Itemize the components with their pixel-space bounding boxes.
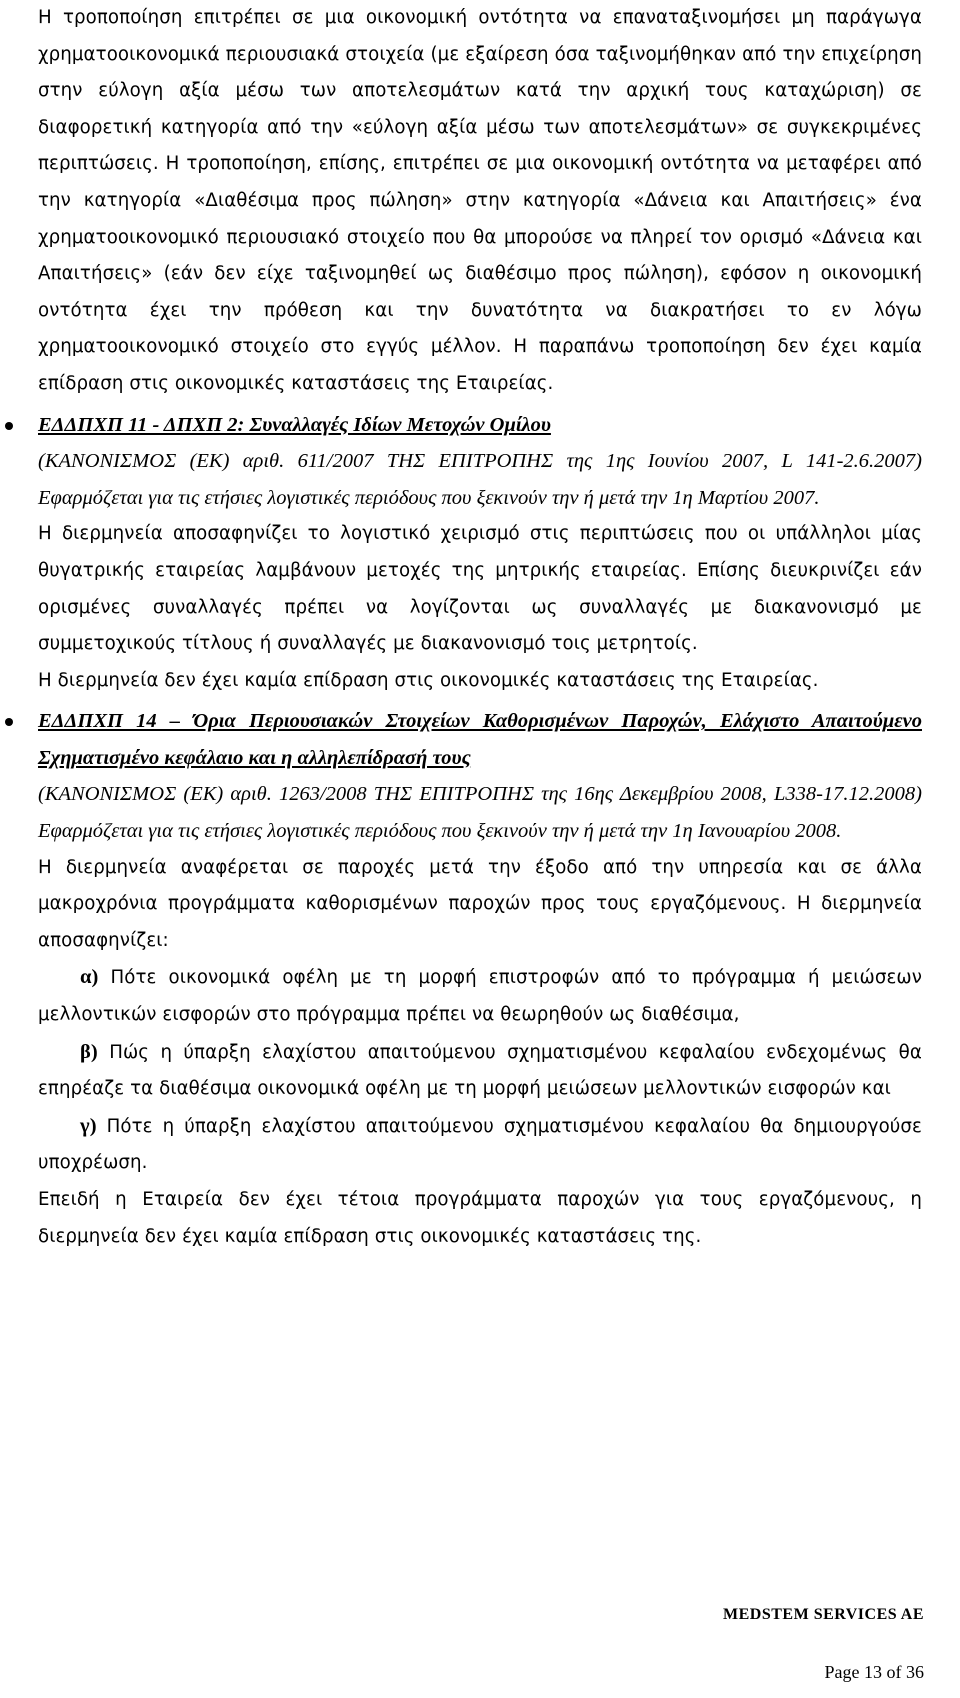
sub-item-label: α) (80, 966, 99, 989)
sub-item-text: Πότε η ύπαρξη ελαχίστου απαιτούμενου σχηματισμένου κεφαλαίου θα δημιουργούσε υποχρέωση. (38, 1115, 922, 1174)
sub-item-b (38, 1034, 922, 1108)
section-heading: ΕΔΔΠΧΠ 14 – Όρια Περιουσιακών Στοιχείων Καθορισμένων Παροχών, Ελάχιστο Απαιτούμενο Σχηματισμένο κεφάλαιο και η αλληλεπίδρασή τους (38, 710, 922, 769)
footer-company: MEDSTEM SERVICES AE (723, 1606, 924, 1623)
regulation-reference: (ΚΑΝΟΝΙΣΜΟΣ (ΕΚ) αριθ. 1263/2008 ΤΗΣ ΕΠΙΤΡΟΠΗΣ της 16ης Δεκεμβρίου 2008, L338-17.12.2008) Εφαρμόζεται για τις ετήσιες λογιστικές περιόδους που ξεκινούν την ή μετά την 1η Ιανουαρίου 2008. (38, 783, 922, 843)
sub-item-label: γ) (80, 1114, 97, 1137)
sub-item-label: β) (80, 1040, 98, 1063)
bullet-icon (5, 422, 13, 430)
body-paragraph: Η διερμηνεία αποσαφηνίζει το λογιστικό χειρισμό στις περιπτώσεις που οι υπάλληλοι μίας θυγατρικής εταιρείας λαμβάνουν μετοχές της μητρικής εταιρείας. Επίσης διευκρινίζει εάν ορισμένες συναλλαγές πρέπει να λογίζονται ως συναλλαγές με διακανονισμό με συμμετοχικούς τίτλους ή συναλλαγές με διακανονισμό τοις μετρητοίς. (38, 523, 922, 655)
bullet-icon (5, 718, 13, 726)
body-paragraph: Η διερμηνεία δεν έχει καμία επίδραση στις οικονομικές καταστάσεις της Εταιρείας. (38, 669, 819, 691)
list-item (38, 703, 922, 849)
document-page (38, 0, 922, 1255)
list-item (38, 407, 922, 517)
sub-item-a (38, 959, 922, 1033)
sub-item-c (38, 1108, 922, 1182)
body-paragraph: Η διερμηνεία αναφέρεται σε παροχές μετά την έξοδο από την υπηρεσία και σε άλλα μακροχρόνια προγράμματα καθορισμένων παροχών προς τους εργαζόμενους. Η διερμηνεία αποσαφηνίζει: (38, 856, 922, 951)
body-paragraph: Η τροποποίηση επιτρέπει σε μια οικονομική οντότητα να επαναταξινομήσει μη παράγωγα χρηματοοικονομικά περιουσιακά στοιχεία (με εξαίρεση όσα ταξινομήθηκαν από την επιχείρηση στην εύλογη αξία μέσω των αποτελεσμάτων κατά την αρχική τους καταχώριση) σε διαφορετική κατηγορία από την «εύλογη αξία μέσω των αποτελεσμάτων» σε συγκεκριμένες περιπτώσεις. Η τροποποίηση, επίσης, επιτρέπει σε μια οικονομική οντότητα να μεταφέρει από την κατηγορία «Διαθέσιμα προς πώληση» στην κατηγορία «Δάνεια και Απαιτήσεις» ένα χρηματοοικονομικό περιουσιακό στοιχείο που θα μπορούσε να πληρεί τον ορισμό «Δάνεια και Απαιτήσεις» (εάν δεν είχε ταξινομηθεί ως διαθέσιμο προς πώληση), εφόσον η οικονομική οντότητα έχει την πρόθεση και την δυνατότητα να διακρατήσει το εν λόγω χρηματοοικονομικό στοιχείο στο εγγύς μέλλον. Η παραπάνω τροποποίηση δεν έχει καμία επίδραση στις οικονομικές καταστάσεις της Εταιρείας. (38, 7, 922, 394)
sub-item-text: Πώς η ύπαρξη ελαχίστου απαιτούμενου σχηματισμένου κεφαλαίου ενδεχομένως θα επηρέαζε τα διαθέσιμα οικονομικά οφέλη με τη μορφή μειώσεων μελλοντικών εισφορών και (38, 1041, 922, 1100)
section-heading: ΕΔΔΠΧΠ 11 - ΔΠΧΠ 2: Συναλλαγές Ιδίων Μετοχών Ομίλου (38, 413, 551, 436)
sub-item-text: Πότε οικονομικά οφέλη με τη μορφή επιστροφών από το πρόγραμμα ή μειώσεων μελλοντικών εισφορών στο πρόγραμμα πρέπει να θεωρηθούν ως διαθέσιμα, (38, 967, 922, 1026)
page-number: Page 13 of 36 (824, 1662, 924, 1682)
body-paragraph: Επειδή η Εταιρεία δεν έχει τέτοια προγράμματα παροχών για τους εργαζόμενους, η διερμηνεία δεν έχει καμία επίδραση στις οικονομικές καταστάσεις της. (38, 1189, 922, 1247)
regulation-reference: (ΚΑΝΟΝΙΣΜΟΣ (ΕΚ) αριθ. 611/2007 ΤΗΣ ΕΠΙΤΡΟΠΗΣ της 1ης Ιουνίου 2007, L 141-2.6.2007) Εφαρμόζεται για τις ετήσιες λογιστικές περιόδους που ξεκινούν την ή μετά την 1η Μαρτίου 2007. (38, 450, 922, 509)
